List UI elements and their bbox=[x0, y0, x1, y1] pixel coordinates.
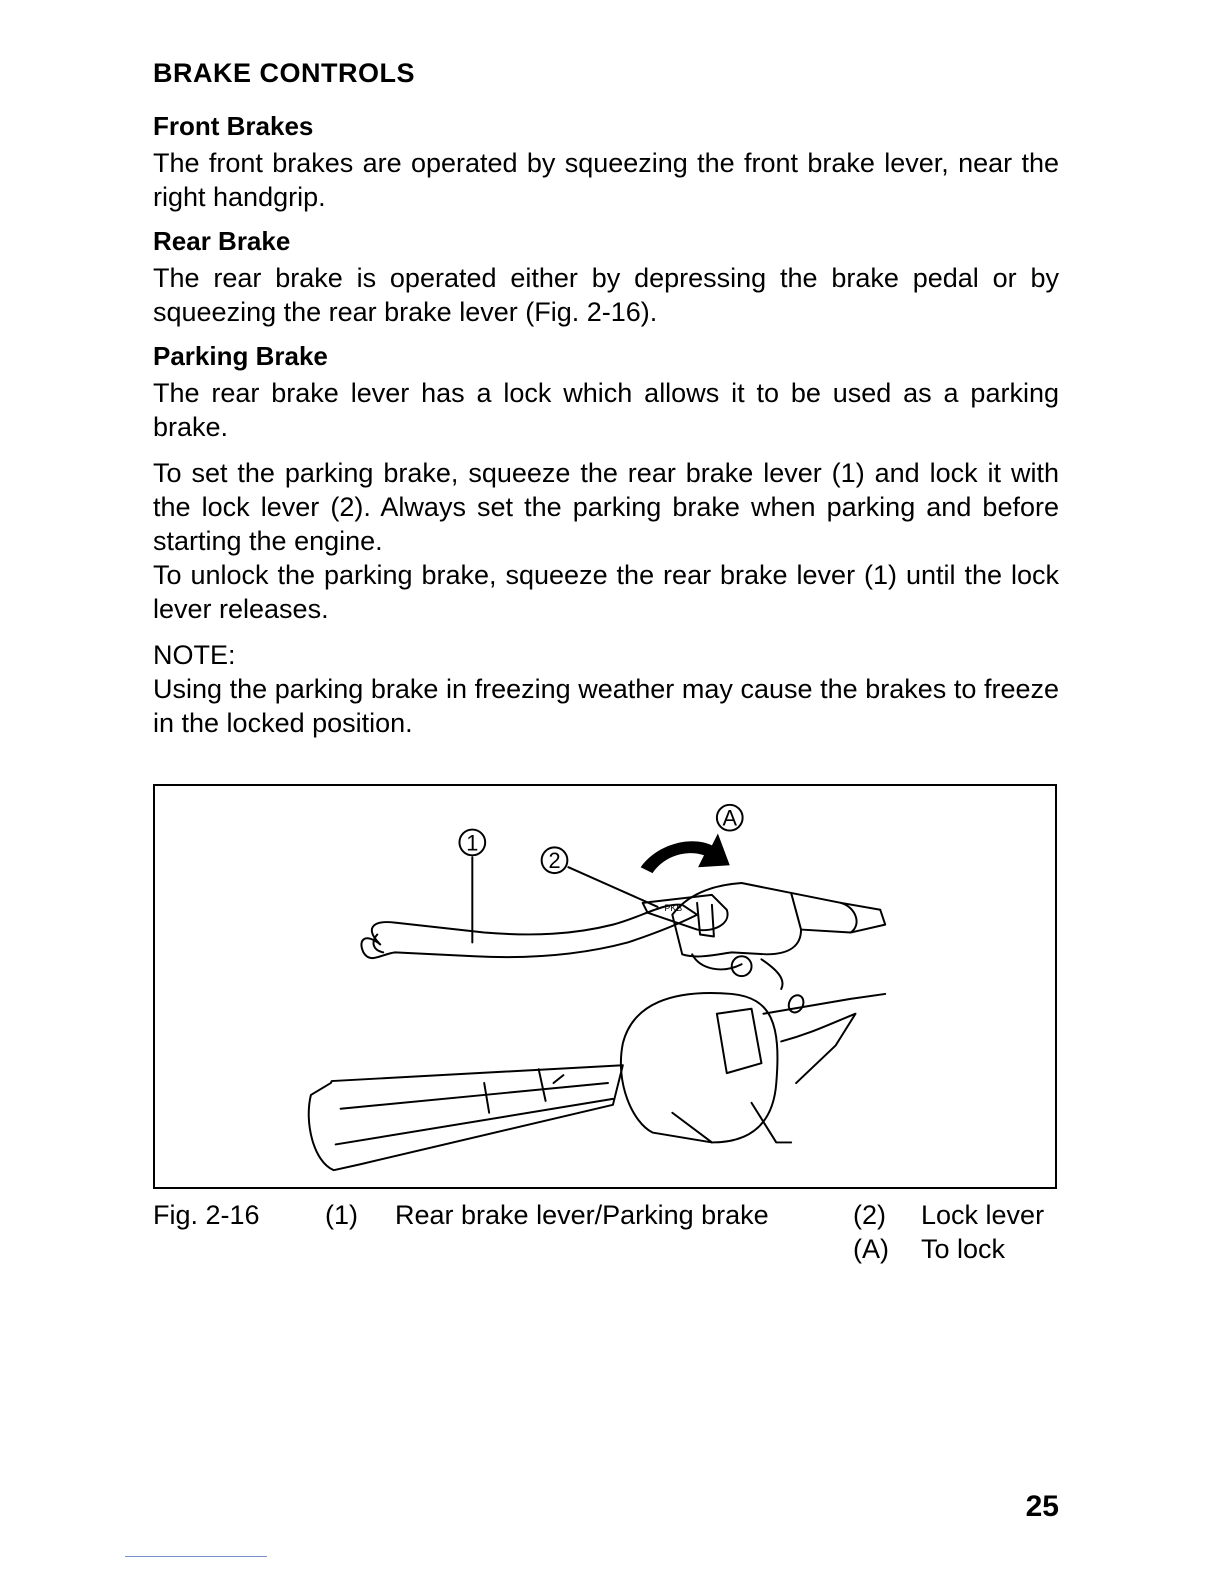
note-text: Using the parking brake in freezing weather may cause the brakes to freeze in the locked position. bbox=[153, 674, 1059, 738]
lock-direction-arrow bbox=[641, 834, 730, 874]
switch-housing bbox=[621, 993, 778, 1142]
lever-bracket bbox=[672, 883, 801, 956]
section-title: BRAKE CONTROLS bbox=[153, 58, 415, 88]
note-label: NOTE: bbox=[153, 640, 236, 670]
rear-brake-text: The rear brake is operated either by depressing the brake pedal or by squeezing the rear brake lever (Fig. 2-16). bbox=[153, 263, 1059, 327]
callout-2: 2 bbox=[548, 848, 561, 874]
callout-1: 1 bbox=[466, 830, 479, 856]
rear-brake-heading: Rear Brake bbox=[153, 226, 291, 256]
figure-2-16 bbox=[153, 784, 1057, 1189]
caption-item-2-text: Lock lever bbox=[921, 1200, 1045, 1230]
caption-item-2-number: (2) bbox=[853, 1200, 886, 1230]
caption-item-A-text: To lock bbox=[921, 1234, 1006, 1264]
front-brakes-heading: Front Brakes bbox=[153, 111, 314, 141]
manual-page-text bbox=[153, 58, 1059, 752]
scan-artifact-line bbox=[125, 1556, 267, 1557]
callout-2-leader bbox=[568, 867, 657, 907]
parking-brake-text-1: The rear brake lever has a lock which allows it to be used as a parking brake. bbox=[153, 378, 1059, 442]
caption-item-A-number: (A) bbox=[853, 1234, 889, 1264]
caption-item-1-number: (1) bbox=[325, 1200, 358, 1230]
lock-lever-shape bbox=[643, 895, 728, 930]
parking-brake-heading: Parking Brake bbox=[153, 341, 328, 371]
pkb-stamp: PKB bbox=[664, 902, 683, 913]
front-brakes-text: The front brakes are operated by squeezing the front brake lever, near the right handgrip. bbox=[153, 148, 1059, 212]
brake-lever-blade bbox=[361, 902, 697, 958]
handgrip-shape bbox=[309, 1065, 623, 1170]
callout-A: A bbox=[722, 805, 738, 831]
caption-fig-number: Fig. 2-16 bbox=[153, 1200, 260, 1230]
parking-brake-text-2: To set the parking brake, squeeze the rear brake lever (1) and lock it with the lock lever (2). Always set the parking brake when parking and before starting the engine. bbox=[153, 458, 1059, 556]
caption-item-1-text: Rear brake lever/Parking brake bbox=[395, 1200, 769, 1230]
parking-brake-text-3: To unlock the parking brake, squeeze the rear brake lever (1) until the lock lever releases. bbox=[153, 560, 1059, 624]
brake-lever-illustration bbox=[155, 786, 1055, 1187]
page-number: 25 bbox=[1025, 1490, 1059, 1523]
